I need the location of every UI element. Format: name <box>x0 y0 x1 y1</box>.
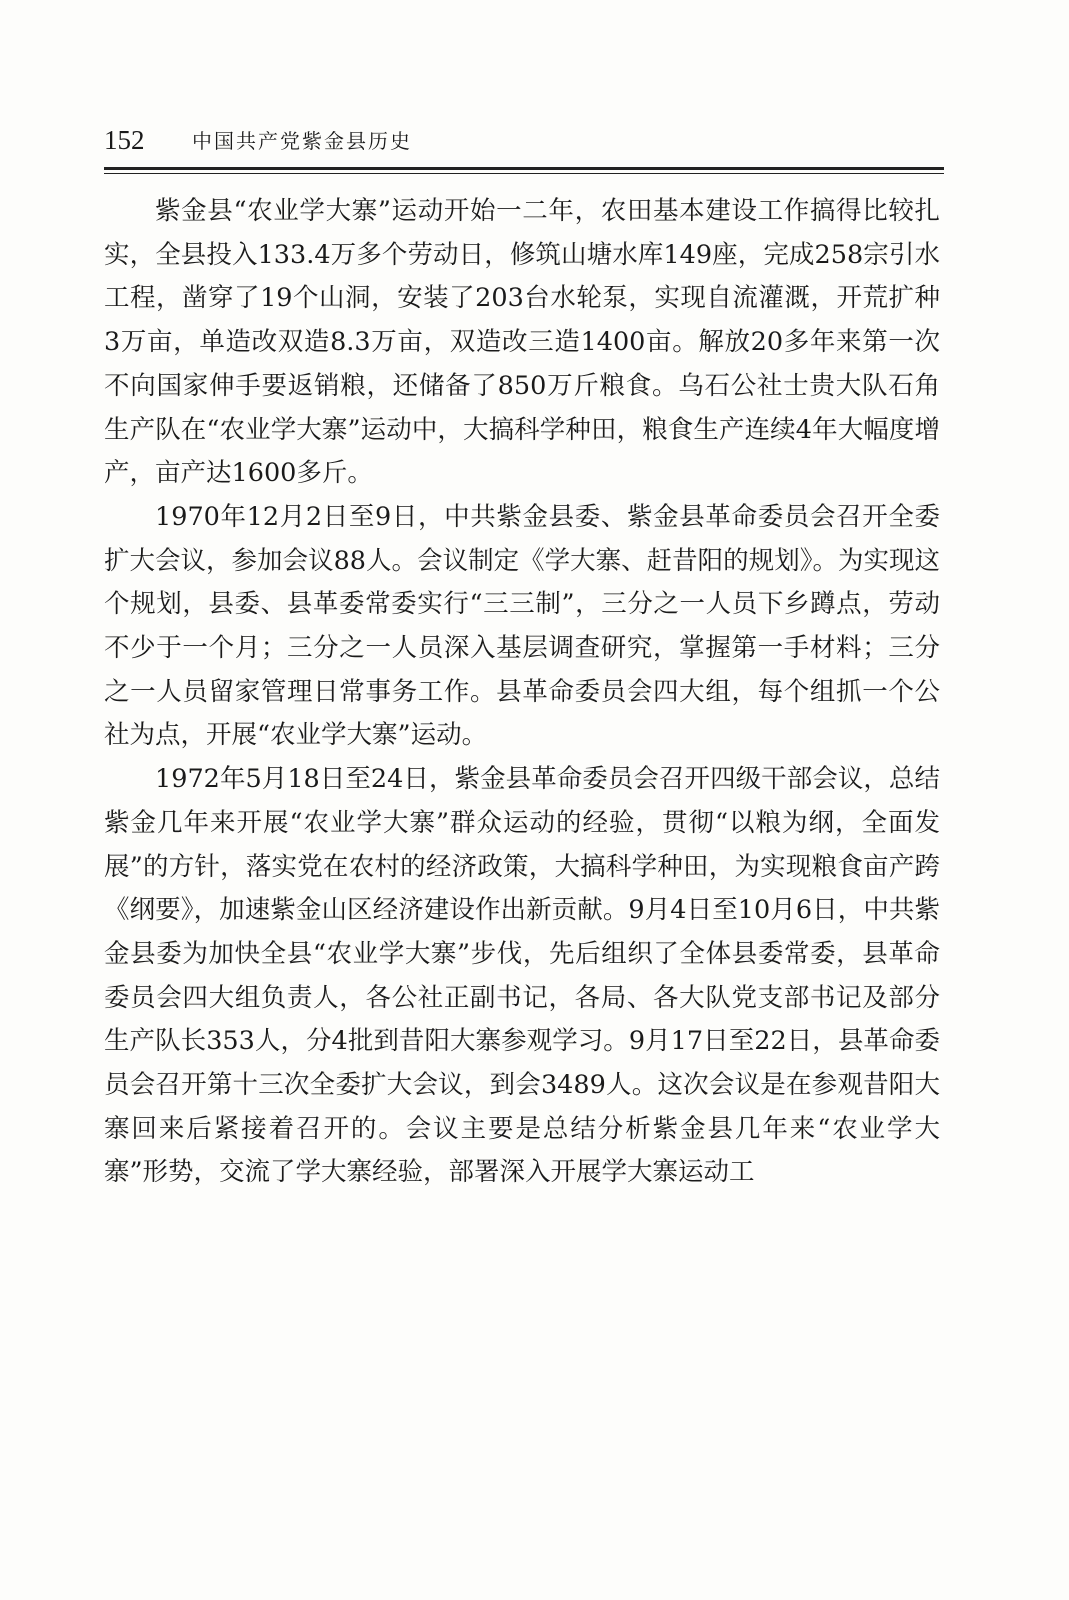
page-number: 152 <box>104 125 145 155</box>
header-rule-thin <box>104 173 944 174</box>
body-text <box>104 190 940 1195</box>
page-header <box>104 122 944 162</box>
header-rule-thick <box>104 167 944 170</box>
running-title: 中国共产党紫金县历史 <box>192 129 412 153</box>
paragraph-3: 1972年5月18日至24日，紫金县革命委员会召开四级干部会议，总结紫金几年来开展“农业学大寨”群众运动的经验，贯彻“以粮为纲，全面发展”的方针，落实党在农村的经济政策，大搞科学种田，为实现粮食亩产跨《纲要》，加速紫金山区经济建设作出新贡献。9月4日至10月6日，中共紫金县委为加快全县“农业学大寨”步伐，先后组织了全体县委常委，县革命委员会四大组负责人，各公社正副书记，各局、各大队党支部书记及部分生产队长353人，分4批到昔阳大寨参观学习。9月17日至22日，县革命委员会召开第十三次全委扩大会议，到会3489人。这次会议是在参观昔阳大寨回来后紧接着召开的。会议主要是总结分析紫金县几年来“农业学大寨”形势，交流了学大寨经验，部署深入开展学大寨运动工 <box>104 764 940 1188</box>
paragraph-1: 紫金县“农业学大寨”运动开始一二年，农田基本建设工作搞得比较扎实，全县投入133.4万多个劳动日，修筑山塘水库149座，完成258宗引水工程，凿穿了19个山洞，安装了203台水轮泵，实现自流灌溉，开荒扩种3万亩，单造改双造8.3万亩，双造改三造1400亩。解放20多年来第一次不向国家伸手要返销粮，还储备了850万斤粮食。乌石公社士贵大队石角生产队在“农业学大寨”运动中，大搞科学种田，粮食生产连续4年大幅度增产，亩产达1600多斤。 <box>104 196 940 489</box>
paragraph-2: 1970年12月2日至9日，中共紫金县委、紫金县革命委员会召开全委扩大会议，参加会议88人。会议制定《学大寨、赶昔阳的规划》。为实现这个规划，县委、县革委常委实行“三三制”，三分之一人员下乡蹲点，劳动不少于一个月；三分之一人员深入基层调查研究，掌握第一手材料；三分之一人员留家管理日常事务工作。县革命委员会四大组，每个组抓一个公社为点，开展“农业学大寨”运动。 <box>104 501 940 751</box>
